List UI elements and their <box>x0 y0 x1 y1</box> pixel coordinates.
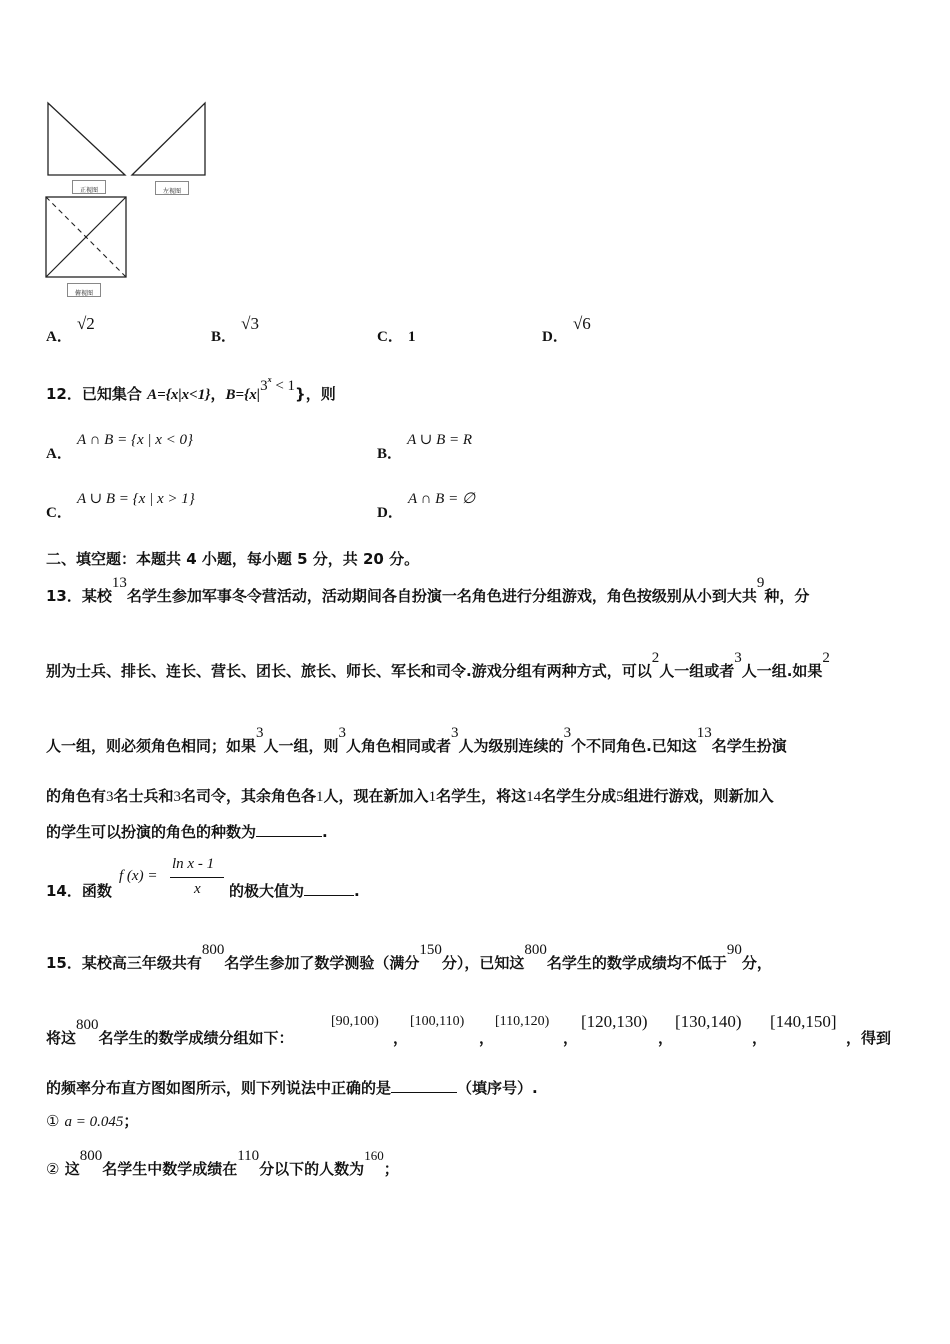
q15-line2: 将这800名学生的数学成绩分组如下： <box>46 1017 294 1047</box>
q11-c-value: 1 <box>407 329 416 345</box>
q11-b-label: B． <box>211 329 237 345</box>
q12-d-value: A ∩ B = ∅ <box>407 491 476 507</box>
q15-statement-1: ① a = 0.045； <box>46 1112 139 1130</box>
q11-d-value: √6 <box>572 314 591 333</box>
side-view-label: 左视图 <box>155 181 189 195</box>
group-interval-5: [130,140) <box>675 1012 742 1031</box>
q12-option-c: C． A ∪ B = {x | x > 1} <box>46 491 195 521</box>
q11-option-b <box>211 313 259 345</box>
q13-line1: 13．某校13名学生参加军事冬令营活动，活动期间各自扮演一名角色进行分组游戏，角色按级别从小到大共9种，分 <box>46 575 810 605</box>
q12-b-value: A ∪ B = R <box>407 432 473 448</box>
q15-statement-2: ② 这800名学生中数学成绩在110分以下的人数为160； <box>46 1148 399 1178</box>
q13-line4: 的角色有3名士兵和3名司令，其余角色各1人，现在新加入1名学生，将这14名学生分成5组进行游戏，则新加入 <box>46 787 774 805</box>
top-view-label: 俯视图 <box>67 283 101 297</box>
answer-blank <box>391 1078 457 1093</box>
q13-line3: 人一组，则必须角色相同；如果3人一组，则3人角色相同或者3人为级别连续的3个不同角色.已知这13名学生扮演 <box>46 725 787 755</box>
q14-denominator: x <box>194 881 201 897</box>
q12-c-value: A ∪ B = {x | x > 1} <box>76 491 195 507</box>
q14-suffix: 的极大值为 . <box>229 882 360 900</box>
q13-line2: 别为士兵、排长、连长、营长、团长、旅长、师长、军长和司令.游戏分组有两种方式，可以2人一组或者3人一组.如果2 <box>46 650 830 680</box>
q12-option-b: B． A ∪ B = R <box>377 432 473 462</box>
group-interval-1: [90,100) <box>331 1014 379 1029</box>
q11-option-d <box>542 313 591 345</box>
q11-option-a <box>46 313 95 345</box>
three-view-figure <box>40 95 240 305</box>
q11-a-label: A． <box>46 329 72 345</box>
side-view-triangle <box>132 103 205 175</box>
group-interval-6: [140,150] <box>770 1012 837 1031</box>
q14-function: f (x) = <box>119 868 158 884</box>
q14-numerator: ln x - 1 <box>172 856 215 872</box>
q15-line1: 15．某校高三年级共有800名学生参加了数学测验（满分150分），已知这800名学生的数学成绩均不低于90分， <box>46 942 772 972</box>
q15-line3: 的频率分布直方图如图所示，则下列说法中正确的是 （填序号）. <box>46 1079 538 1097</box>
section-heading: 二、填空题：本题共 4 小题，每小题 5 分，共 20 分。 <box>46 550 420 568</box>
group-interval-2: [100,110) <box>410 1014 465 1029</box>
q11-c-label: C． <box>377 329 403 345</box>
q12-option-a: A． A ∩ B = {x | x < 0} <box>46 432 194 462</box>
q13-line5: 的学生可以扮演的角色的种数为 . <box>46 823 328 841</box>
q11-d-label: D． <box>542 329 568 345</box>
q12-stem: 12．已知集合 A={x|x<1}，$B=\{x|3^x < 1\}$，则 <box>46 375 336 403</box>
q11-b-value: √3 <box>241 314 259 333</box>
group-interval-4: [120,130) <box>581 1012 648 1031</box>
fraction-bar <box>170 877 224 878</box>
q14-prefix: 14．函数 <box>46 882 112 900</box>
q12-a-value: A ∩ B = {x | x < 0} <box>76 432 194 448</box>
front-view-triangle <box>48 103 125 175</box>
q12-option-d: D． A ∩ B = ∅ <box>377 491 476 521</box>
group-interval-3: [110,120) <box>495 1014 550 1029</box>
q11-option-c <box>377 325 415 346</box>
answer-blank <box>256 822 322 837</box>
q11-a-value: √2 <box>76 314 95 333</box>
front-view-label: 正视图 <box>72 180 106 194</box>
answer-blank <box>304 881 354 896</box>
